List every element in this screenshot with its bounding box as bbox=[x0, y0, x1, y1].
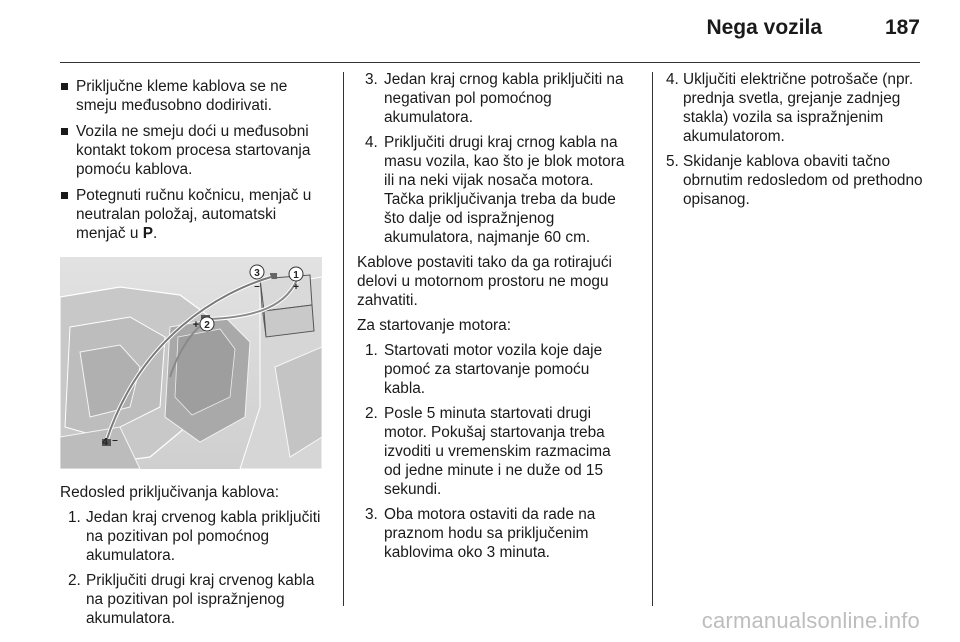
figure-plus-1: + bbox=[293, 282, 299, 293]
numbered-step: 4. Priključiti drugi kraj crnog kabla na masu vozila, kao što je blok motora ili na neki vijak nosača motora. Tačka priključivanja treba da bude što dalje od ispražnjenog akumulatora, najmanje 60 cm. bbox=[365, 134, 625, 246]
numbered-step: 2. Posle 5 minuta startovati drugi motor. Pokušaj startovanja treba izvoditi u vremenskim razmacima od jedne minute i ne duže od 15 sekundi. bbox=[365, 405, 611, 498]
start-intro: Za startovanje motora: bbox=[357, 317, 511, 334]
column-3 bbox=[664, 70, 932, 215]
numbered-step: 1. Startovati motor vozila koje daje pomoć za startovanje pomoću kabla. bbox=[365, 342, 603, 397]
square-bullet-icon bbox=[61, 128, 68, 135]
column-2 bbox=[357, 70, 625, 568]
numbered-step: 3. Oba motora ostaviti da rade na praznom hodu sa priključenim kablovima oko 3 minuta. bbox=[365, 506, 596, 561]
page-number: 187 bbox=[884, 16, 920, 39]
jump-start-illustration bbox=[60, 257, 322, 469]
column-divider-2 bbox=[652, 72, 653, 606]
numbered-step: 4. Uključiti električne potrošače (npr. prednja svetla, grejanje zadnjeg stakla) vozila sa ispražnjenim akumulatorom. bbox=[666, 71, 914, 145]
figure-minus-4: – bbox=[112, 435, 118, 446]
figure-label-1: 1 bbox=[293, 270, 299, 281]
numbered-step: 1. Jedan kraj crvenog kabla priključiti na pozitivan pol pomoćnog akumulatora. bbox=[68, 509, 321, 564]
numbered-step: 2. Priključiti drugi kraj crvenog kabla na pozitivan pol ispražnjenog akumulatora. bbox=[68, 572, 315, 627]
square-bullet-icon bbox=[61, 192, 68, 199]
square-bullet-icon bbox=[61, 83, 68, 90]
bullet-item: Vozila ne smeju doći u međusobni kontakt tokom procesa startovanja pomoću kablova. bbox=[60, 122, 328, 179]
figure-minus-3: – bbox=[254, 281, 260, 292]
figure-label-4: 4 bbox=[102, 437, 108, 448]
section-title: Nega vozila bbox=[706, 16, 822, 39]
column-divider-1 bbox=[343, 72, 344, 606]
watermark: carmanualsonline.info bbox=[701, 608, 920, 633]
bullet-item: Potegnuti ručnu kočnicu, menjač u neutralan položaj, automatski menjač u P. bbox=[60, 186, 328, 243]
column-1 bbox=[60, 70, 328, 634]
figure-label-3: 3 bbox=[254, 268, 260, 279]
numbered-step: 5. Skidanje kablova obaviti tačno obrnutim redosledom od prethodno opisanog. bbox=[666, 153, 923, 208]
cable-placement-note: Kablove postaviti tako da ga rotirajući delovi u motornom prostoru ne mogu zahvatiti. bbox=[357, 254, 612, 309]
gear-position-p: P bbox=[142, 225, 153, 242]
sequence-intro: Redosled priključivanja kablova: bbox=[60, 484, 280, 501]
numbered-step: 3. Jedan kraj crnog kabla priključiti na negativan pol pomoćnog akumulatora. bbox=[365, 71, 624, 126]
engine-bay-drawing bbox=[60, 257, 322, 469]
figure-label-2: 2 bbox=[204, 320, 210, 331]
figure-plus-2: + bbox=[192, 319, 200, 331]
page-header bbox=[60, 0, 920, 63]
bullet-item: Priključne kleme kablova se ne smeju međusobno dodirivati. bbox=[60, 77, 328, 115]
